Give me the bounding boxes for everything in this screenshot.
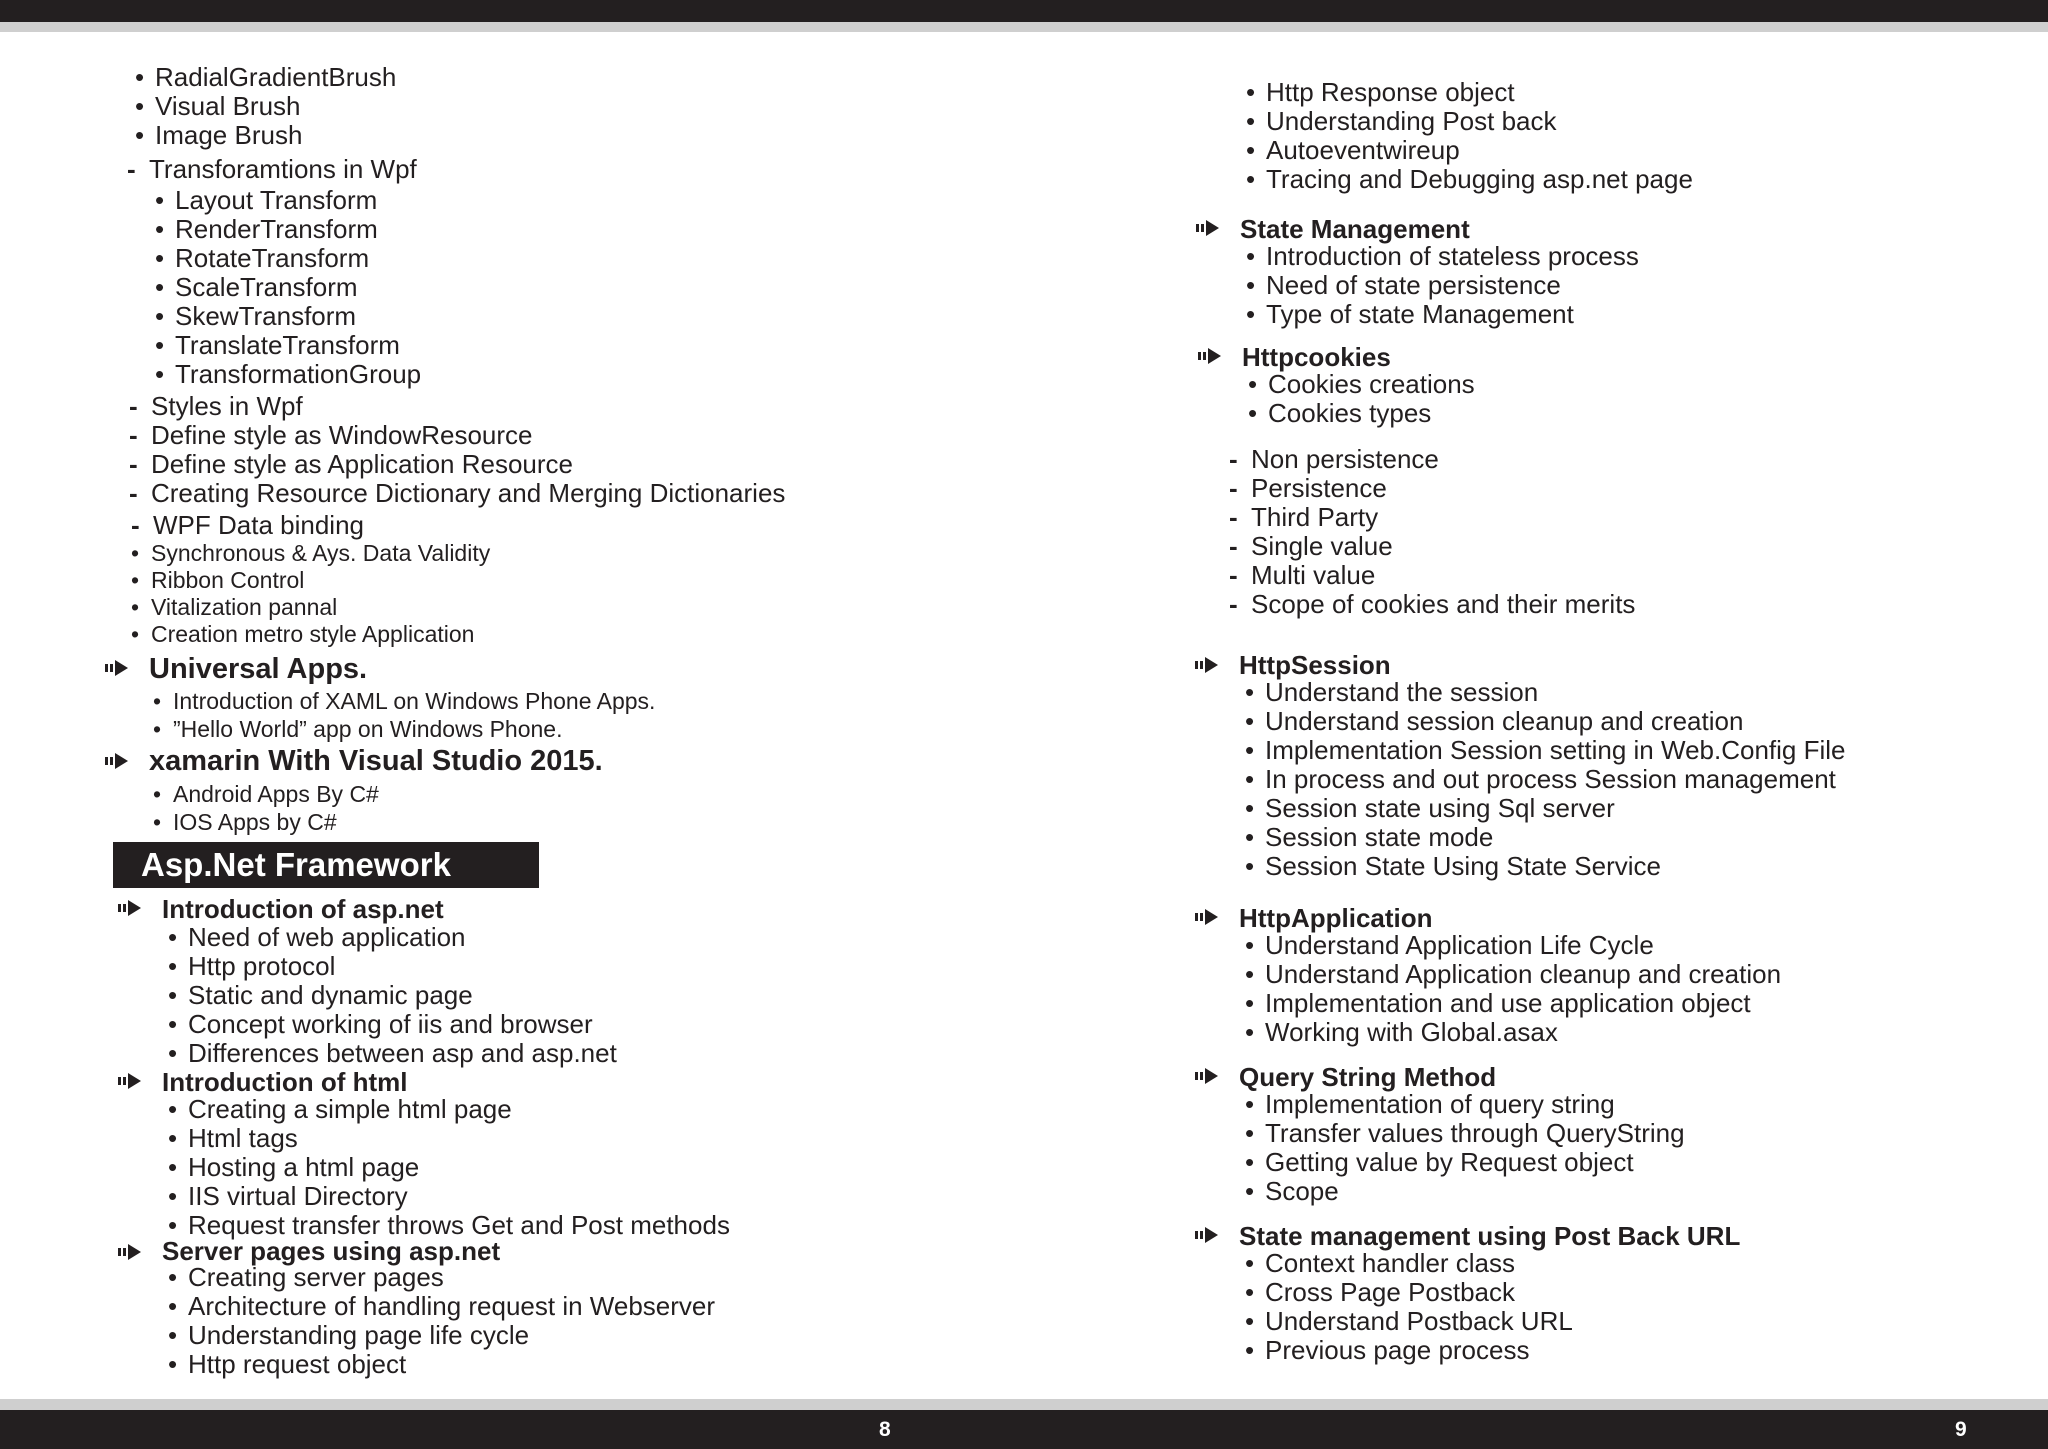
list-item: • Implementation and use application object (1245, 988, 1751, 1018)
list-item: • Autoeventwireup (1246, 135, 1460, 165)
heading-intro-aspnet: Introduction of asp.net (162, 894, 444, 924)
list-item: • Cookies creations (1248, 369, 1475, 399)
list-item: • Session state using Sql server (1245, 793, 1615, 823)
list-item: • TransformationGroup (155, 359, 422, 389)
heading-universal-apps: Universal Apps. (149, 653, 368, 685)
list-item: • Session state mode (1245, 822, 1494, 852)
heading-xamarin: xamarin With Visual Studio 2015. (149, 745, 603, 777)
list-item: • Differences between asp and asp.net (168, 1038, 617, 1068)
list-item: • Implementation of query string (1245, 1089, 1615, 1119)
heading-query-string: Query String Method (1239, 1062, 1497, 1092)
list-item: • ”Hello World” app on Windows Phone. (153, 716, 563, 742)
list-item: • Understand Postback URL (1245, 1306, 1573, 1336)
subheading: - Define style as Application Resource (129, 449, 574, 479)
arrow-right-icon (105, 752, 129, 770)
list-item: • Layout Transform (155, 185, 378, 215)
list-item: • RotateTransform (155, 243, 370, 273)
list-item: • ScaleTransform (155, 272, 358, 302)
list-item: • Http Response object (1246, 77, 1515, 107)
list-item: • Creation metro style Application (131, 621, 475, 647)
list-item: • Hosting a html page (168, 1152, 420, 1182)
list-item: • Http protocol (168, 951, 336, 981)
subheading: - Transforamtions in Wpf (127, 154, 417, 184)
section-title: Asp.Net Framework (141, 846, 451, 883)
arrow-right-icon (118, 1243, 142, 1261)
list-item: • Creating a simple html page (168, 1094, 512, 1124)
list-item: • Need of state persistence (1246, 270, 1561, 300)
list-item: • RenderTransform (155, 214, 378, 244)
list-item: • Cross Page Postback (1245, 1277, 1516, 1307)
subheading: - Multi value (1229, 560, 1376, 590)
page-number-left: 8 (879, 1418, 891, 1441)
list-item: • Synchronous & Ays. Data Validity (131, 540, 491, 566)
list-item: • Understand Application Life Cycle (1245, 930, 1654, 960)
list-item: • Static and dynamic page (168, 980, 473, 1010)
arrow-right-icon (105, 659, 129, 677)
list-item: • Introduction of stateless process (1246, 241, 1639, 271)
list-item: • Understand session cleanup and creation (1245, 706, 1744, 736)
subheading: - Single value (1229, 531, 1393, 561)
heading-httpsession: HttpSession (1239, 650, 1391, 680)
subheading: - Creating Resource Dictionary and Merging Dictionaries (129, 478, 786, 508)
list-item: • Understand the session (1245, 677, 1539, 707)
heading-httpcookies: Httpcookies (1242, 342, 1391, 372)
list-item: • Visual Brush (135, 91, 301, 121)
list-item: • SkewTransform (155, 301, 357, 331)
list-item: • IOS Apps by C# (153, 809, 337, 835)
heading-intro-html: Introduction of html (162, 1067, 408, 1097)
page-number-right: 9 (1955, 1418, 1967, 1441)
subheading: - Styles in Wpf (129, 391, 303, 421)
arrow-right-icon (118, 899, 142, 917)
bottom-band-grey (0, 1399, 2048, 1410)
list-item: • Introduction of XAML on Windows Phone Apps. (153, 688, 656, 714)
heading-server-pages: Server pages using asp.net (162, 1236, 501, 1266)
section-title-bar (113, 842, 539, 888)
subheading: - Scope of cookies and their merits (1229, 589, 1636, 619)
top-band (0, 0, 2048, 22)
list-item: • Tracing and Debugging asp.net page (1246, 164, 1693, 194)
top-band-grey (0, 22, 2048, 32)
arrow-right-icon (1195, 1226, 1219, 1244)
heading-state-management: State Management (1240, 214, 1470, 244)
list-item: • IIS virtual Directory (168, 1181, 408, 1211)
arrow-right-icon (1195, 656, 1219, 674)
list-item: • Understanding Post back (1246, 106, 1557, 136)
list-item: • In process and out process Session management (1245, 764, 1836, 794)
subheading: - Persistence (1229, 473, 1387, 503)
list-item: • Implementation Session setting in Web.Config File (1245, 735, 1846, 765)
list-item: • Concept working of iis and browser (168, 1009, 593, 1039)
list-item: • Image Brush (135, 120, 303, 150)
list-item: • Type of state Management (1246, 299, 1574, 329)
bottom-band (0, 1410, 2048, 1449)
heading-postback-url: State management using Post Back URL (1239, 1221, 1741, 1251)
subheading: - WPF Data binding (131, 510, 364, 540)
arrow-right-icon (1195, 1067, 1219, 1085)
list-item: • Ribbon Control (131, 567, 305, 593)
list-item: • Getting value by Request object (1245, 1147, 1634, 1177)
list-item: • Transfer values through QueryString (1245, 1118, 1685, 1148)
list-item: • TranslateTransform (155, 330, 400, 360)
list-item: • Request transfer throws Get and Post methods (168, 1210, 730, 1240)
list-item: • Need of web application (168, 922, 466, 952)
list-item: • Session State Using State Service (1245, 851, 1661, 881)
subheading: - Non persistence (1229, 444, 1439, 474)
list-item: • Working with Global.asax (1245, 1017, 1558, 1047)
list-item: • Previous page process (1245, 1335, 1530, 1365)
arrow-right-icon (1196, 219, 1220, 237)
list-item: • RadialGradientBrush (135, 62, 397, 92)
subheading: - Define style as WindowResource (129, 420, 533, 450)
subheading: - Third Party (1229, 502, 1379, 532)
list-item: • Creating server pages (168, 1262, 444, 1292)
list-item: • Http request object (168, 1349, 407, 1379)
list-item: • Vitalization pannal (131, 594, 338, 620)
arrow-right-icon (118, 1072, 142, 1090)
list-item: • Architecture of handling request in Webserver (168, 1291, 716, 1321)
list-item: • Understanding page life cycle (168, 1320, 530, 1350)
heading-httpapplication: HttpApplication (1239, 903, 1433, 933)
arrow-right-icon (1198, 347, 1222, 365)
list-item: • Context handler class (1245, 1248, 1516, 1278)
list-item: • Cookies types (1248, 398, 1432, 428)
list-item: • Html tags (168, 1123, 298, 1153)
list-item: • Understand Application cleanup and creation (1245, 959, 1782, 989)
list-item: • Scope (1245, 1176, 1339, 1206)
arrow-right-icon (1195, 908, 1219, 926)
list-item: • Android Apps By C# (153, 781, 379, 807)
